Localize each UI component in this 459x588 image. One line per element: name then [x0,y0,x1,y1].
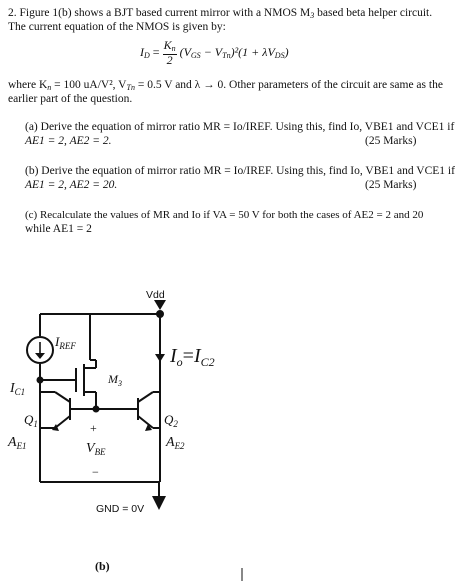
iref-node [38,378,43,383]
vbe-plus-label: + [90,421,97,435]
where-line1: where $K_n = 100$ uA/V², $V_{Tn} = 0.5$ V and λ → 0. Other parameters of the circuit are same as the [8,79,443,92]
gnd-label: GND = 0V [96,503,145,515]
q1-collector [55,392,70,402]
vbe-minus-label: − [92,465,99,479]
q2-emitter [138,416,153,428]
ae1-label: $A_{E1}$ [8,435,27,451]
base-node [94,407,99,412]
part-a-line2: AE1 = 2, AE2 = 2. [25,135,112,147]
part-a-line1: (a) Derive the equation of mirror ratio MR = Io/IREF. Using this, find Io, VBE1 and VCE1 if [25,121,455,133]
part-b-line2: AE1 = 2, AE2 = 20. [25,179,118,191]
q1-label: $Q_1$ [24,412,38,429]
part-c-line2: while AE1 = 2 [25,223,92,235]
down-arrow-icon [35,342,45,359]
part-b-line1: (b) Derive the equation of mirror ratio MR = Io/IREF. Using this, find Io, VBE1 and VCE1 if [25,165,455,177]
part-b-marks: (25 Marks) [365,179,417,191]
iref-label: $I_{REF}$ [55,334,76,351]
part-c-line1: (c) Recalculate the values of MR and Io if VA = 50 V for both the cases of AE2 = 2 and 20 [25,209,424,221]
ae2-label: $A_{E2}$ [166,435,185,451]
figure-caption: (b) [95,559,110,573]
m3-label: $M_3$ [108,372,122,388]
question-intro-line2: The current equation of the NMOS is given by: [8,21,226,33]
part-a-marks: (25 Marks) [365,135,417,147]
q2-collector [138,392,153,402]
vdd-label: Vdd [146,289,165,301]
ground-arrow-icon [152,496,166,510]
equation-fraction: $\frac{K_n}{2}$ [163,38,176,67]
ic1-label: $I_{C1}$ [10,381,26,397]
q1-emitter [55,416,70,428]
io-arrow-icon [155,354,165,362]
io-equals-ic2-label: $I_o=I_{C2}$ [170,345,215,369]
vdd-arrow-icon [154,300,166,310]
nmos-current-equation: $I_D$ = $\frac{K_n}{2}$ $(V_{GS} - V_{Tn})^2(1 + \lambda V_{DS})$ [140,38,289,67]
question-intro-line1: 2. Figure 1(b) shows a BJT based current mirror with a NMOS $M_3$ based beta helper circuit. [8,7,433,20]
vbe-label: $V_{BE}$ [86,441,106,457]
q2-label: $Q_2$ [164,412,178,429]
where-line2: earlier part of the question. [8,93,133,105]
